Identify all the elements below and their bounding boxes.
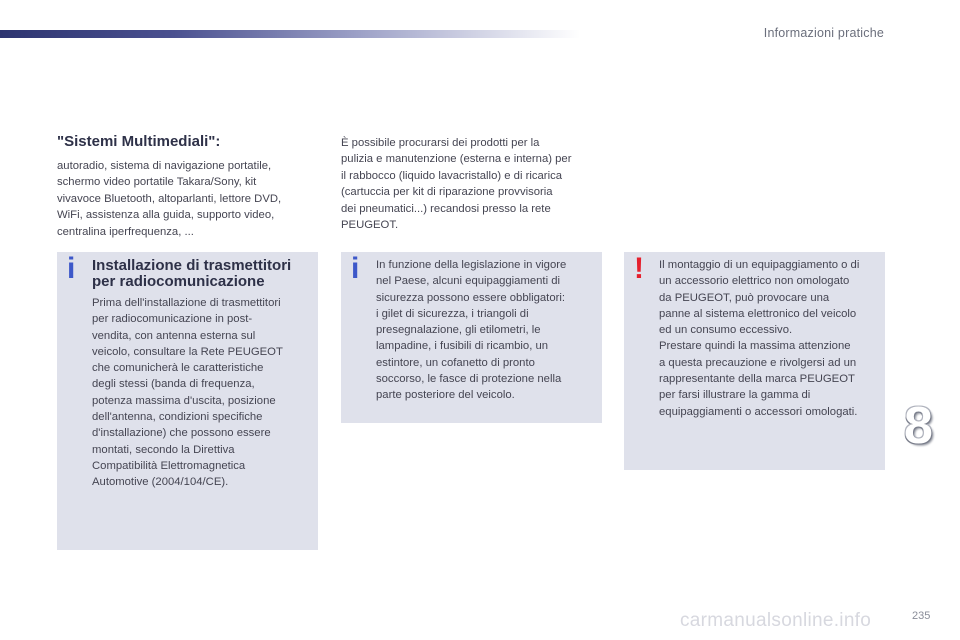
text-line: È possibile procurarsi dei prodotti per la	[341, 137, 540, 149]
text-line: dei pneumatici...) recandosi presso la rete	[341, 202, 551, 215]
text-line: ed un consumo eccessivo.	[659, 324, 793, 337]
text-line: centralina iperfrequenza, ...	[57, 225, 194, 238]
text-line: che comunicherà le caratteristiche	[92, 362, 264, 375]
text-line: In funzione della legislazione in vigore	[376, 259, 567, 271]
text-line: PEUGEOT.	[341, 219, 399, 232]
text-line: per farsi illustrare la gamma di	[659, 389, 811, 402]
text-line: vendita, con antenna esterna sul	[92, 329, 256, 342]
text-line: equipaggiamenti o accessori omologati.	[659, 405, 858, 418]
warning-box-text	[659, 257, 883, 420]
page-number: 235	[912, 610, 931, 622]
header-gradient-bar	[0, 30, 580, 38]
text-line: Prestare quindi la massima attenzione	[659, 340, 851, 353]
info-box-radio-transmitters	[57, 252, 318, 550]
text-line: sicurezza possono essere obbligatori:	[376, 291, 566, 304]
text-line: (cartuccia per kit di riparazione provvisoria	[341, 186, 553, 199]
text-line: Prima dell'installazione di trasmettitori	[92, 297, 281, 309]
text-line: nel Paese, alcuni equipaggiamenti di	[376, 275, 561, 288]
info-box-text	[92, 295, 314, 491]
info-icon: i	[67, 252, 76, 285]
text-line: presegnalazione, gli etilometri, le	[376, 324, 541, 337]
info-box-text	[376, 257, 598, 404]
text-line: rappresentante della marca PEUGEOT	[659, 373, 855, 386]
text-line: soccorso, le fasce di protezione nella	[376, 373, 562, 386]
section-text	[57, 158, 312, 240]
text-line: Il montaggio di un equipaggiamento o di	[659, 259, 860, 271]
text-line: schermo video portatile Takara/Sony, kit	[57, 176, 257, 189]
text-line: potenza massima d'uscita, posizione	[92, 394, 276, 407]
chapter-header-title: Informazioni pratiche	[763, 26, 884, 40]
text-line: veicolo, consultare la Rete PEUGEOT	[92, 345, 283, 358]
text-line: lampadine, i fusibili di ricambio, un	[376, 340, 549, 353]
chapter-number: 8	[904, 397, 933, 455]
info-box-safety-equipment	[341, 252, 602, 423]
info-icon: i	[351, 252, 360, 285]
text-line: dell'antenna, condizioni specifiche	[92, 411, 263, 424]
text-line: da PEUGEOT, può provocare una	[659, 291, 830, 304]
warning-icon: !	[634, 252, 644, 285]
text-line: Automotive (2004/104/CE).	[92, 476, 229, 489]
text-line: Compatibilità Elettromagnetica	[92, 459, 246, 472]
text-line: il rabbocco (liquido lavacristallo) e di ricarica	[341, 169, 563, 182]
title-line: Installazione di trasmettitori	[92, 257, 292, 274]
info-box-title	[92, 258, 317, 290]
text-line: i gilet di sicurezza, i triangoli di	[376, 307, 529, 320]
cleaning-products-text	[341, 135, 599, 233]
text-line: d'installazione) che possono essere	[92, 427, 271, 440]
text-line: pulizia e manutenzione (esterna e interna) per	[341, 153, 572, 166]
text-line: WiFi, assistenza alla guida, supporto video,	[57, 209, 275, 222]
text-line: parte posteriore del veicolo.	[376, 389, 515, 402]
text-line: autoradio, sistema di navigazione portatile,	[57, 160, 272, 172]
title-line: per radiocomunicazione	[92, 273, 265, 290]
text-line: estintore, un cofanetto di pronto	[376, 356, 535, 369]
section-title: "Sistemi Multimediali":	[57, 133, 221, 150]
text-line: un accessorio elettrico non omologato	[659, 275, 850, 288]
text-line: degli stessi (banda di frequenza,	[92, 378, 255, 391]
text-line: per radiocomunicazione in post-	[92, 313, 253, 326]
warning-box-accessories	[624, 252, 885, 470]
text-line: a questa precauzione e rivolgersi ad un	[659, 356, 857, 369]
text-line: panne al sistema elettronico del veicolo	[659, 307, 857, 320]
text-line: vivavoce Bluetooth, altoparlanti, lettore DVD,	[57, 192, 282, 205]
watermark: carmanualsonline.info	[680, 610, 872, 631]
text-line: montati, secondo la Direttiva	[92, 443, 235, 456]
